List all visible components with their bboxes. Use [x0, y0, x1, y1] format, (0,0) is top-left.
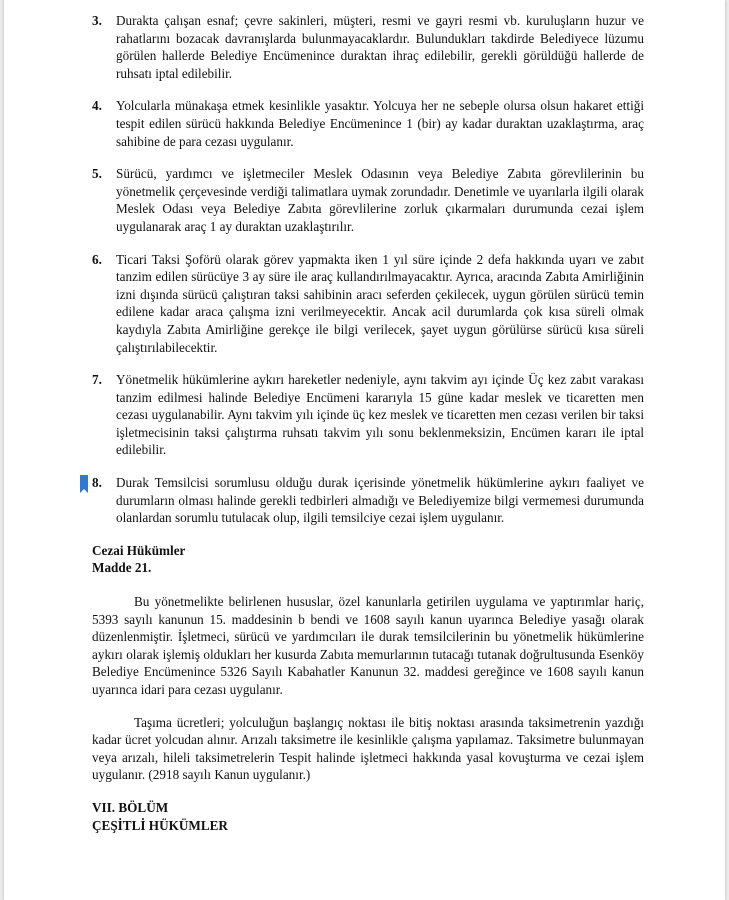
- list-item-number: 3.: [92, 13, 102, 28]
- article-number: Madde 21.: [92, 560, 152, 576]
- chapter-heading: [92, 799, 644, 834]
- chapter-number: VII. BÖLÜM: [92, 799, 169, 815]
- list-item-number: 7.: [92, 372, 102, 388]
- document-page: [4, 0, 725, 900]
- list-item-number: 8.: [92, 475, 102, 491]
- list-item-text: Yolcularla münakaşa etmek kesinlikle yasaktır. Yolcuya her ne sebeple olursa olsun hakaret ettiği tespit edilen sürücü hakkında Belediye Encümenince 1 (bir) ay kadar duraktan uzaklaştırma, araç sahibine de para cezası uygulanır.: [116, 98, 644, 149]
- list-item-number: 5.: [92, 166, 102, 182]
- bookmark-icon[interactable]: [80, 475, 88, 489]
- section-heading: [92, 542, 644, 577]
- list-item-7: [92, 371, 644, 459]
- section-paragraph: Taşıma ücretleri; yolculuğun başlangıç noktası ile bitiş noktası arasında taksimetrenin yazdığı kadar ücret yolcudan alınır. Arızalı taksimetre ile kesinlikle çalışma yapılamaz. Taksimetre bulunmayan veya arızalı, hileli taksimetrelerin Tespit halinde işletmeci hakkında yasal kovuşturma ve cezai işlem uygulanır. (2918 sayılı Kanun uygulanır.): [92, 714, 644, 783]
- list-item-text: Durak Temsilcisi sorumlusu olduğu durak içerisinde yönetmelik hükümlerine aykırı faaliyet ve durumların olması halinde gerekli tedbirleri almadığı ve Belediyemize bilgi vermemesi durumunda olanlardan sorumlu tutulacak olup, ilgili temsilciye cezai işlem uygulanır.: [116, 475, 644, 526]
- list-item-text: Sürücü, yardımcı ve işletmeciler Meslek Odasının veya Belediye Zabıta görevlilerinin bu yönetmelik çerçevesinde verdiği talimatlara uymak zorundadır. Denetimle ve uyarılarla ilgili olarak Meslek Odası veya Belediye Zabıta görevlilerine zorluk çıkarmaları durumunda cezai işlem uygulanarak araç 1 ay duraktan uzaklaştırılır.: [116, 166, 644, 234]
- list-item-3: [92, 12, 644, 82]
- list-item-5: [92, 165, 644, 235]
- list-item-number: 6.: [92, 251, 102, 267]
- list-item-text: Ticari Taksi Şoförü olarak görev yapmakta iken 1 yıl süre içinde 2 defa hakkında uyarı ve zabıt tanzim edilen sürücüye 3 ay süre ile araç kullandırılmayacaktır. Ayrıca, aracında Zabıta Amirliğinin izni dışında sürücü çalıştıran taksi sahibinin aracı seferden çekilecek, uygun görülen sürücü temin edilene kadar araca çalışma izni verilmeyecektir. Ancak acil durumlarda çok kısa süreli olmak kaydıyla Zabıta Amirliğine gerekçe ile bilgi verilecek, şayet uygun görülürse sürücü kısa süreli çalıştırılabilecektir.: [116, 251, 644, 355]
- document-content: [92, 12, 644, 834]
- list-item-text: Yönetmelik hükümlerine aykırı hareketler nedeniyle, aynı takvim ayı içinde Üç kez zabıt varakası tanzim edilmesi halinde Belediye Encümeni kararıyla 15 güne kadar meslek ve ticaretten men cezası uygulanabilir. Aynı takvim yılı içinde üç kez meslek ve ticaretten men cezası verilen bir taksi işletmecisinin taksi çalıştırma ruhsatı takvim yılı sonu beklenmeksizin, Encümen kararı ile iptal edilebilir.: [116, 372, 644, 458]
- section-paragraph: Bu yönetmelikte belirlenen hususlar, özel kanunlarla getirilen uygulama ve yaptırımlar hariç, 5393 sayılı kanunun 15. maddesinin b bendi ve 1608 sayılı kanun uyarınca Belediye yasağı olarak düzenlenmiştir. İşletmeci, sürücü ve yardımcıları ile durak temsilcilerinin bu yönetmelik hükümlerine aykırı olarak işlemiş oldukları her kusurda Zabıta memurlarının tutacağı tutanak doğrultusunda Esenköy Belediye Encümenince 5326 Sayılı Kabahatler Kanunun 32. maddesi gereğince ve 1608 sayılı kanun uyarınca idari para cezası uygulanır.: [92, 594, 644, 697]
- list-item-8: [92, 474, 644, 527]
- section-title: Cezai Hükümler: [92, 542, 186, 558]
- list-item-6: [92, 251, 644, 357]
- list-item-text: Durakta çalışan esnaf; çevre sakinleri, müşteri, resmi ve gayri resmi vb. kuruluşların huzur ve rahatlarını bozacak davranışlarda bulunmayacaklardır. Bulundukları takdirde Belediyece lüzumu görülen hallerde Belediye Encümenince duraktan ihraç edilebilir, gerekli görüldüğü hallerde de ruhsatı iptal edilebilir.: [116, 13, 644, 81]
- list-item-4: [92, 97, 644, 150]
- list-item-number: 4.: [92, 98, 102, 114]
- chapter-title: ÇEŞİTLİ HÜKÜMLER: [92, 817, 228, 833]
